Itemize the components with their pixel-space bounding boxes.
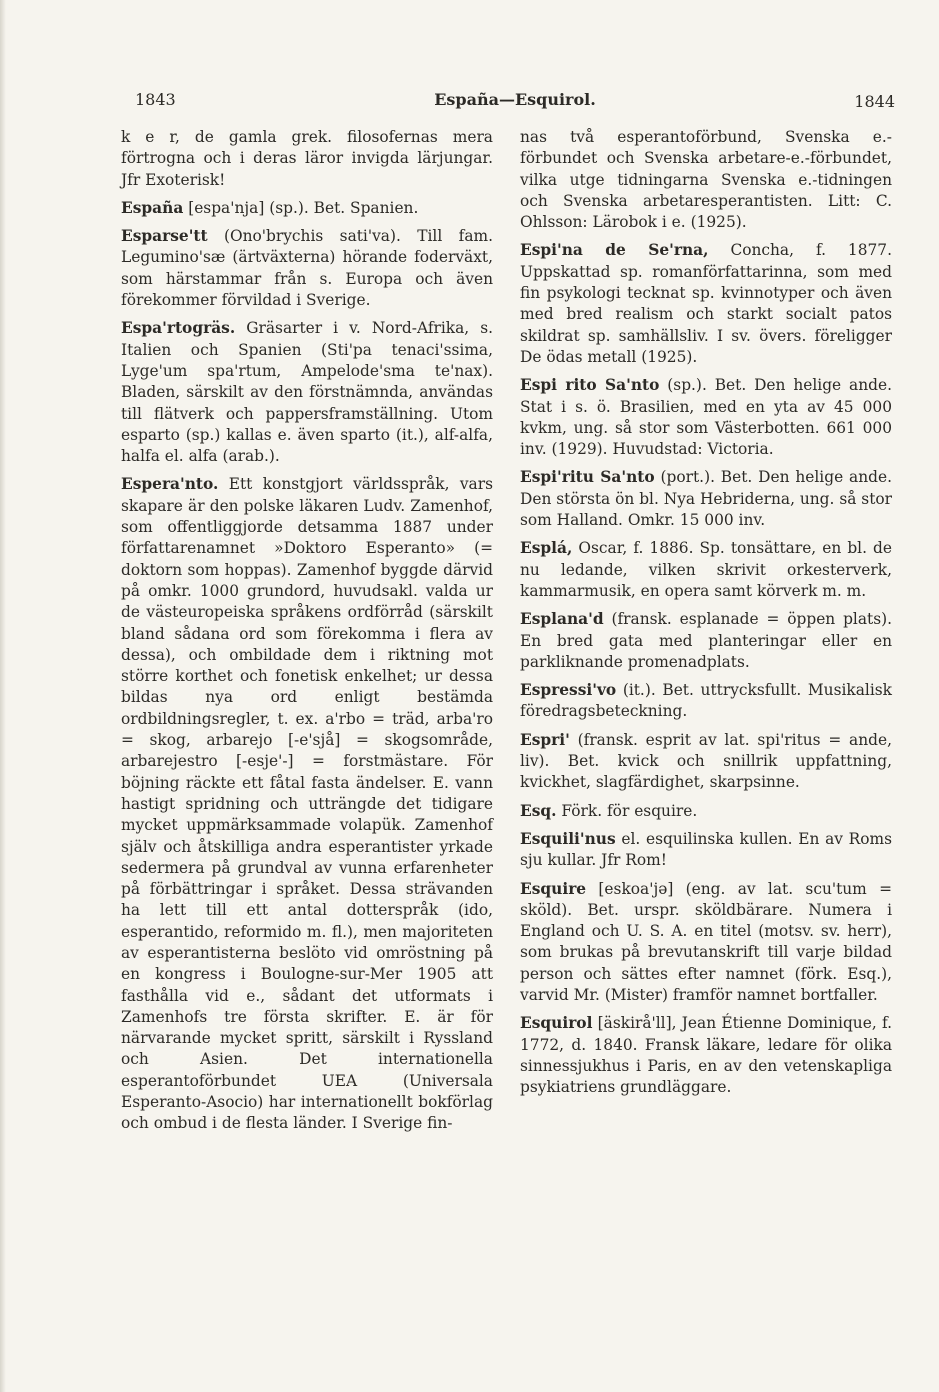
entry-body: el. esquilinska kullen. En av Roms sju kullar. Jfr Rom!	[520, 829, 892, 870]
entry-body: [espa'nja] (sp.). Bet. Spanien.	[183, 198, 419, 217]
headword: Esplana'd	[520, 610, 604, 629]
entry-body: Gräsarter i v. Nord-Afrika, s. Italien och Spanien (Sti'pa tenaci'ssima, Lyge'um spa'rtum, Ampelode'sma te'nax). Bladen, särskilt av den förstnämnda, användas till flätverk och pappersframställning. Utom esparto (sp.) kallas e. även sparto (it.), alf-alfa, halfa el. alfa (arab.).	[121, 319, 493, 466]
entry-body: Förk. för esquire.	[556, 801, 698, 820]
headword: Esplá,	[520, 539, 573, 558]
headword: Espi rito Sa'nto	[520, 376, 660, 395]
entry-body: Concha, f. 1877. Uppskattad sp. romanförfattarinna, som med fin psykologi tecknat sp. kvinnotyper och även med bred realism och starkt socialt patos skildrat sp. samhällsliv. I sv. övers. föreligger De ödas metall (1925).	[520, 241, 892, 366]
right-column	[520, 127, 892, 1105]
headword: Esq.	[520, 801, 557, 820]
dictionary-entry	[520, 829, 892, 872]
headword: España	[121, 198, 184, 217]
entry-body: (sp.). Bet. Den helige ande. Stat i s. ö. Brasilien, med en yta av 45 000 kvkm, ung. så stor som Västerbotten. 661 000 inv. (1929). Huvudstad: Victoria.	[520, 376, 892, 459]
entry-body: [eskoa'jə] (eng. av lat. scu'tum = sköld). Bet. urspr. sköldbärare. Numera i England och U. S. A. en titel (motsv. sv. herr), som brukas på brevutanskrift till varje bildad person och sättes efter namnet (förk. Esq.), varvid Mr. (Mister) framför namnet bortfaller.	[520, 879, 892, 1004]
dictionary-entry	[121, 226, 493, 311]
dictionary-entry	[520, 801, 892, 822]
dictionary-entry	[520, 1013, 892, 1098]
dictionary-entry	[520, 467, 892, 531]
dictionary-entry	[121, 198, 493, 219]
page-header	[135, 88, 895, 118]
headword: Espi'ritu Sa'nto	[520, 468, 655, 487]
entry-body: Ett konstgjort världsspråk, vars skapare är den polske läkaren Ludv. Zamenhof, som offentliggjorde detsamma 1887 under författarenamnet »Doktoro Esperanto» (= doktorn som hoppas). Zamenhof byggde därvid på omkr. 1000 grundord, huvudsakl. valda ur de västeuropeiska språkens ordförråd (särskilt bland sådana ord som förekomma i flera av dessa), och ombildade dem i riktning mot större korthet och fonetisk enkelhet; ur dessa bildas nya ord enligt bestämda ordbildningsregler, t. ex. a'rbo = träd, arba'ro = skog, arbarejo [-e'sjå] = skogsområde, arbarejestro [-esje'-] = forstmästare. För böjning räckte ett fåtal fasta ändelser. E. vann hastigt spridning och utträngde det tidigare mycket uppmärksammade volapük. Zamenhof själv och åtskilliga andra esperantister yrkade sedermera på grundval av vunna erfarenheter på förbättringar i språket. Dessa strävanden ha lett till ett antal dotterspråk (ido, esperantido, reformido m. fl.), men majoriteten av esperantisterna beslöto vid omröstning på en kongress i Boulogne-sur-Mer 1905 att fasthålla vid e., sådant det utformats i Zamenhofs tre första skrifter. E. är för närvarande mycket spritt, särskilt i Ryssland och Asien. Det internationella esperantoförbundet UEA (Universala Esperanto-Asocio) har internationellt bokförlag och ombud i de flesta länder. I Sverige fin-	[121, 475, 493, 1133]
left-page-number: 1843	[135, 90, 176, 109]
entry-body: (Ono'brychis sati'va). Till fam. Legumino'sæ (ärtväxterna) hörande foderväxt, som härstammar från s. Europa och även förekommer förvildad i Sverige.	[121, 227, 493, 310]
continued-text: nas två esperantoförbund, Svenska e.-förbundet och Svenska arbetare-e.-förbundet, vilka utge tidningarna Svenska e.-tidningen och Svenska arbetaresperantisten. Litt: C. Ohlsson: Lärobok i e. (1925).	[520, 128, 892, 232]
headword: Esparse'tt	[121, 227, 208, 246]
entry-body: (port.). Bet. Den helige ande. Den största ön bl. Nya Hebriderna, ung. så stor som Halland. Omkr. 15 000 inv.	[520, 468, 892, 530]
headword: Espi'na de Se'rna,	[520, 241, 709, 260]
running-head: España—Esquirol.	[434, 90, 596, 109]
dictionary-entry	[520, 609, 892, 673]
entry-body: (fransk. esprit av lat. spi'ritus = ande, liv). Bet. kvick och snillrik uppfattning, kvickhet, slagfärdighet, skarpsinne.	[520, 730, 892, 792]
dictionary-entry	[520, 879, 892, 1007]
dictionary-entry	[121, 474, 493, 1134]
dictionary-entry	[520, 730, 892, 794]
left-column	[121, 127, 493, 1142]
dictionary-entry	[121, 318, 493, 467]
dictionary-entry	[520, 680, 892, 723]
headword: Esquili'nus	[520, 829, 616, 848]
headword: Espri'	[520, 730, 570, 749]
dictionary-entry	[520, 375, 892, 460]
headword: Espera'nto.	[121, 475, 219, 494]
dictionary-entry	[520, 240, 892, 368]
headword: Esquire	[520, 879, 587, 898]
dictionary-entry	[520, 538, 892, 602]
headword: Espressi'vo	[520, 681, 617, 700]
page-edge	[0, 0, 6, 1392]
entry-body: [äskirå'll], Jean Étienne Dominique, f. 1772, d. 1840. Fransk läkare, ledare för olika sinnessjukhus i Paris, en av den vetenskapliga psykiatriens grundläggare.	[520, 1014, 892, 1097]
entry-body: (fransk. esplanade = öppen plats). En bred gata med planteringar eller en parkliknande promenadplats.	[520, 610, 892, 671]
entry-body: (it.). Bet. uttrycksfullt. Musikalisk föredragsbeteckning.	[520, 681, 892, 721]
continued-text: k e r, de gamla grek. filosofernas mera förtrogna och i deras läror invigda lärjungar. Jfr Exoterisk!	[121, 128, 493, 189]
headword: Espa'rtogräs.	[121, 319, 236, 338]
headword: Esquirol	[520, 1014, 593, 1033]
right-page-number: 1844	[854, 92, 895, 111]
entry-body: Oscar, f. 1886. Sp. tonsättare, en bl. de nu ledande, vilken skrivit orkesterverk, kammarmusik, en opera samt körverk m. m.	[520, 539, 892, 600]
